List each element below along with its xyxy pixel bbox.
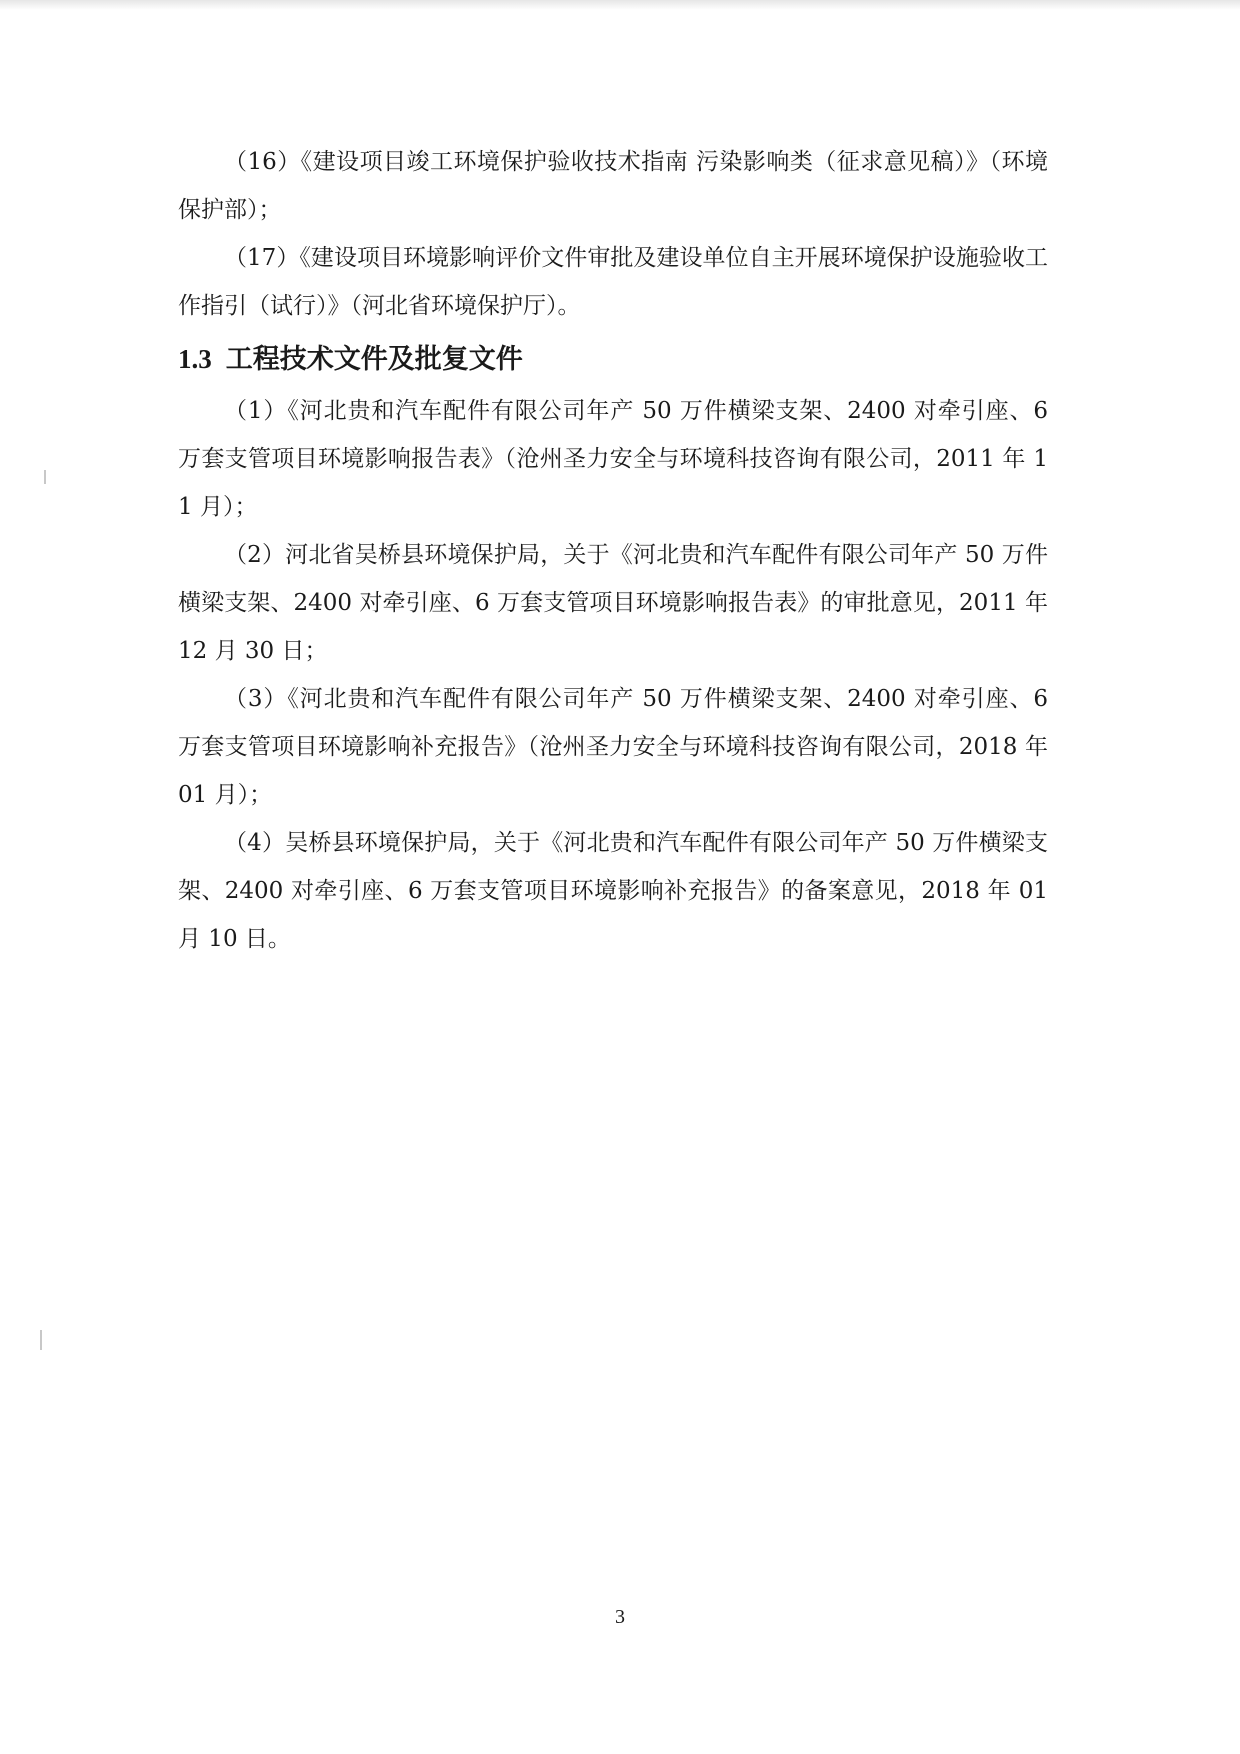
reference-item-16: （16）《建设项目竣工环境保护验收技术指南 污染影响类（征求意见稿）》（环境保护部）； — [178, 149, 1048, 223]
section-number: 1.3 — [178, 344, 212, 374]
technical-document-item-1: （1）《河北贵和汽车配件有限公司年产 50 万件横梁支架、2400 对牵引座、6 万套支管项目环境影响报告表》（沧州圣力安全与环境科技咨询有限公司，2011 年 11 月）； — [178, 398, 1048, 520]
scan-mark — [44, 470, 46, 484]
page-number: 3 — [615, 1606, 625, 1628]
scan-mark — [40, 1330, 42, 1350]
document-page — [178, 138, 1048, 963]
section-heading — [178, 334, 1048, 385]
scan-shadow-top — [0, 0, 1240, 10]
technical-document-item-4: （4）吴桥县环境保护局，关于《河北贵和汽车配件有限公司年产 50 万件横梁支架、2400 对牵引座、6 万套支管项目环境影响补充报告》的备案意见，2018 年 01 月 10 日。 — [178, 830, 1048, 952]
technical-document-item-3: （3）《河北贵和汽车配件有限公司年产 50 万件横梁支架、2400 对牵引座、6 万套支管项目环境影响补充报告》（沧州圣力安全与环境科技咨询有限公司，2018 年 01 月）； — [178, 686, 1048, 808]
section-title: 工程技术文件及批复文件 — [225, 344, 523, 375]
technical-document-item-2: （2）河北省吴桥县环境保护局，关于《河北贵和汽车配件有限公司年产 50 万件横梁支架、2400 对牵引座、6 万套支管项目环境影响报告表》的审批意见，2011 年 12 月 30 日； — [178, 542, 1048, 664]
reference-item-17: （17）《建设项目环境影响评价文件审批及建设单位自主开展环境保护设施验收工作指引（试行）》（河北省环境保护厅）。 — [178, 245, 1048, 319]
